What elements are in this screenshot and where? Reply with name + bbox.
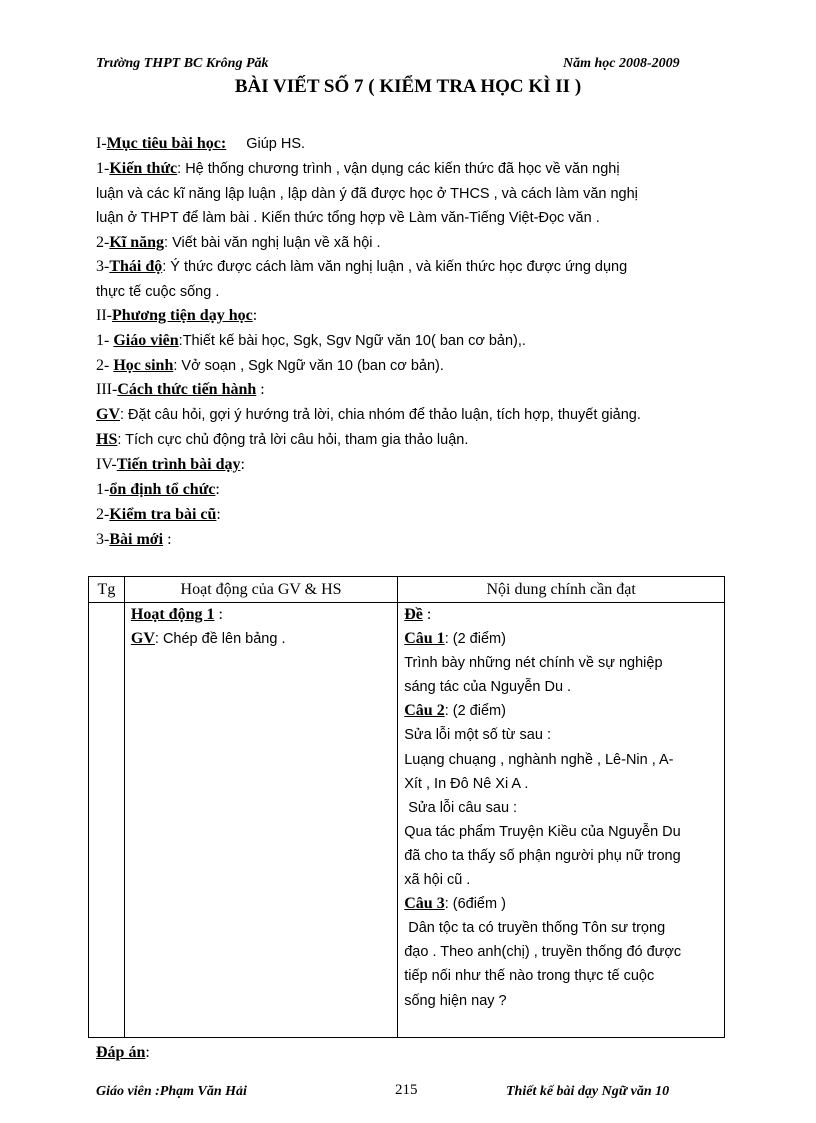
q2-text: xã hội cũ . [404,872,471,889]
gv-label: GV [130,630,155,648]
q2-label: Câu 2 [404,702,445,720]
knowledge-line [96,160,620,178]
objectives-heading-line [96,135,305,153]
activity-cell [124,603,397,1038]
section-number: II- [96,307,112,324]
knowledge-text: : Hệ thống chương trình , vận dụng các kiến thức đã học về văn nghị [177,161,620,177]
means-heading-line [96,307,257,325]
methods-heading-line [96,381,265,399]
attitude-text: : Ý thức được cách làm văn nghị luận , và kiến thức học được ứng dụng [162,259,628,275]
activity-gv-line [125,627,397,651]
q2-text: Luạng chuạng , nghành nghề , Lê-Nin , A- [404,751,674,768]
section-number: I- [96,135,107,152]
means-heading: Phương tiện dạy học [111,307,253,324]
school-name: Trường THPT BC Krông Păk [96,56,269,71]
step-label: Kiểm tra bài cũ [109,506,217,523]
heading-suffix: : [215,481,220,498]
de-line [398,603,724,627]
methods-gv-line [96,406,641,424]
label-suffix: : [214,606,223,623]
gv-text: : Chép đề lên bảng . [154,631,286,648]
activity-title-line [125,603,397,627]
heading-suffix: : [216,506,221,523]
teacher-text: :Thiết kế bài học, Sgk, Sgv Ngữ văn 10( ban cơ bản),. [178,333,526,349]
q1-points: : (2 điểm) [444,631,506,648]
skills-line [96,234,381,252]
item-number: 2- [96,234,110,251]
process-step-1 [96,481,220,499]
q3-label: Câu 3 [404,895,445,913]
hs-label: HS [96,431,118,448]
col-header-content: Nội dung chính cần đạt [398,577,725,603]
heading-suffix: : [163,531,172,548]
school-year: Năm học 2008-2009 [563,56,680,71]
q3-text: tiếp nối như thế nào trong thực tế cuộc [404,968,655,985]
process-heading: Tiến trình bài dạy [116,456,241,473]
attitude-line [96,258,627,276]
footer-teacher: Giáo viên :Phạm Văn Hải [96,1084,247,1099]
q2-points: : (2 điểm) [444,703,506,720]
skills-label: Kĩ năng [109,234,165,251]
item-number: 3- [96,258,110,275]
lesson-table [88,576,725,1038]
q1-line [398,627,724,651]
q1-text: sáng tác của Nguyễn Du . [404,679,572,696]
objectives-heading-text: Giúp HS. [246,136,306,152]
label-suffix: : [145,1044,150,1061]
knowledge-label: Kiến thức [109,160,178,177]
table-header-row [89,577,725,603]
de-label: Đề [404,606,423,623]
answer-line [96,1044,150,1062]
q2-text: đã cho ta thấy số phận người phụ nữ trong [404,847,681,864]
col-header-tg: Tg [89,577,125,603]
heading-suffix: : [252,307,258,324]
hs-text: : Tích cực chủ động trả lời câu hỏi, tham gia thảo luận. [117,432,469,448]
q1-text: Trình bày những nét chính về sự nghiệp [404,655,663,672]
teacher-label: Giáo viên [113,332,179,349]
attitude-text-cont: thực tế cuộc sống . [96,284,220,300]
gv-text: : Đặt câu hỏi, gợi ý hướng trả lời, chia nhóm để thảo luận, tích hợp, thuyết giảng. [120,407,641,423]
knowledge-text-cont: luận ở THPT để làm bài . Kiến thức tổng hợp về Làm văn-Tiếng Việt-Đọc văn . [96,210,600,226]
skills-text: : Viết bài văn nghị luận về xã hội . [164,235,381,251]
item-number: 1- [96,332,114,349]
page-number: 215 [395,1082,418,1098]
q3-text: đạo . Theo anh(chị) , truyền thống đó được [404,944,682,961]
process-heading-line [96,456,245,474]
q2-text: Sửa lỗi câu sau : [408,799,518,816]
step-label: ổn định tổ chức [109,481,216,498]
item-number: 2- [96,506,110,523]
section-number: III- [96,381,118,398]
means-student-line [96,357,444,375]
section-number: IV- [96,456,117,473]
col-header-activity: Hoạt động của GV & HS [124,577,397,603]
q1-label: Câu 1 [404,630,445,648]
item-number: 2- [96,357,114,374]
q3-points: : (6điểm ) [444,896,506,913]
student-label: Học sinh [113,357,174,374]
heading-suffix: : [256,381,265,398]
tg-cell [89,603,125,1038]
student-text: : Vở soạn , Sgk Ngữ văn 10 (ban cơ bản). [173,358,444,374]
process-step-2 [96,506,221,524]
activity-label: Hoạt động 1 [130,606,215,623]
objectives-heading: Mục tiêu bài học: [106,135,227,152]
q3-line [398,892,724,916]
q2-text: Qua tác phẩm Truyện Kiều của Nguyễn Du [404,823,681,840]
item-number: 1- [96,160,110,177]
q2-text: Sửa lỗi một số từ sau : [404,727,551,744]
content-cell [398,603,725,1038]
q3-text: Dân tộc ta có truyền thống Tôn sư trọng [408,920,666,937]
page-title: BÀI VIẾT SỐ 7 ( KIỂM TRA HỌC KÌ II ) [234,76,582,97]
answer-label: Đáp án [96,1044,146,1061]
label-suffix: : [422,606,432,623]
table-row [89,603,725,1038]
item-number: 3- [96,531,110,548]
means-teacher-line [96,332,526,350]
q3-text: sống hiện nay ? [404,992,507,1009]
q2-text: Xít , In Đô Nê Xi A . [404,775,529,792]
attitude-label: Thái độ [109,258,163,275]
q2-line [398,699,724,723]
footer-book: Thiết kế bài dạy Ngữ văn 10 [506,1084,670,1099]
item-number: 1- [96,481,110,498]
step-label: Bài mới [109,531,164,548]
knowledge-text-cont: luận và các kĩ năng lập luận , lập dàn ý đã được học ở THCS , và cách làm văn nghị [96,186,638,202]
process-step-3 [96,531,172,549]
methods-hs-line [96,431,468,449]
gv-label: GV [96,406,120,423]
methods-heading: Cách thức tiến hành [117,381,257,398]
heading-suffix: : [240,456,245,473]
